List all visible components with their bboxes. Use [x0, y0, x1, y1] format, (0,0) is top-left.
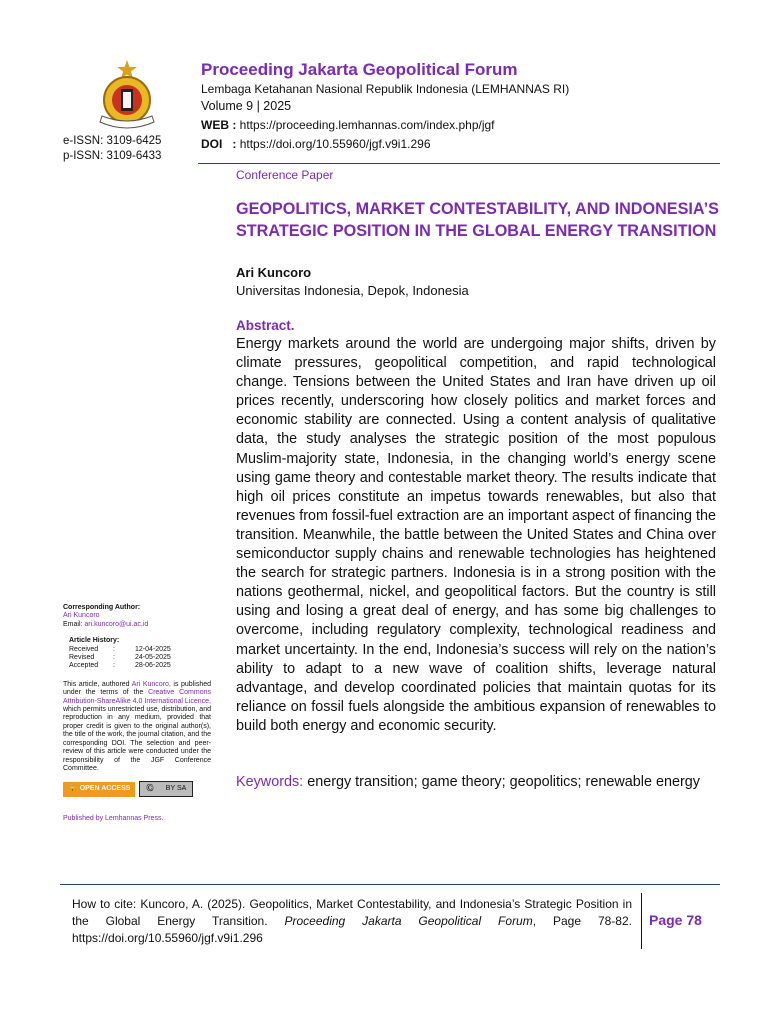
web-label: WEB : [201, 118, 237, 132]
license-link[interactable]: Creative Commons Attribution-ShareAlike 4.0 International Licence, [63, 689, 211, 705]
citation-journal: Proceeding Jakarta Geopolitical Forum [284, 914, 533, 928]
publisher-note: Published by Lemhannas Press. [63, 815, 164, 823]
license-badges [63, 781, 211, 797]
lemhannas-emblem-icon [92, 58, 162, 134]
citation-suffix: , Page 78-82. https://doi.org/10.55960/jgf.v9i1.296 [72, 914, 632, 945]
institution-name: Lembaga Ketahanan Nasional Republik Indonesia (LEMHANNAS RI) [201, 82, 570, 96]
table-row [69, 654, 175, 662]
keywords [236, 773, 716, 792]
paper-title: GEOPOLITICS, MARKET CONTESTABILITY, AND INDONESIA’S STRATEGIC POSITION IN THE GLOBAL ENERGY TRANSITION [236, 200, 719, 240]
citation-prefix: How to cite: Kuncoro, A. (2025). Geopolitics, Market Contestability, and Indonesia’s Strategic Position in the Global Energy Transition. [72, 897, 632, 928]
history-sep: : [113, 645, 115, 653]
open-access-badge[interactable] [63, 782, 135, 797]
issn-block [63, 134, 161, 164]
volume-info: Volume 9 | 2025 [201, 99, 292, 113]
web-link[interactable]: https://proceeding.lemhannas.com/index.php/jgf [239, 118, 495, 132]
footer-separator [641, 893, 642, 949]
history-label: Accepted [69, 662, 99, 670]
history-sep: : [113, 662, 115, 670]
abstract-heading: Abstract. [236, 318, 295, 333]
doi-label: DOI : [201, 137, 237, 151]
paper-type: Conference Paper [236, 168, 334, 182]
table-row [69, 662, 175, 670]
license-mid: is published under the terms of the [63, 680, 211, 697]
footer-divider [60, 884, 720, 885]
corresponding-author-label: Corresponding Author: [63, 604, 141, 611]
abstract-text: Energy markets around the world are undergoing major shifts, driven by climate pressures, geopolitical competition, and rapid technological change. Tensions between the United States and Iran have driven up oil prices recently, underscoring how closely politics and market forces and economic stability are connected. Using a content analysis of qualitative data, the study analyses the strategic position of the most populous Muslim-majority state, Indonesia, in the changing world’s energy scene using game theory and contestable market theory. The results indicate that high oil prices constitute an impetus towards renewables, but also that revenues from fossil-fuel extraction are an important aspect of financing the transition. Meanwhile, the battle between the United States and China over semiconductor supply chains and renewable technologies has heightened the search for strategic partners. Indonesia is in a strong position with the nations geothermal, nickel, and geopolitical factors. But the country is still using and losing a great deal of energy, and has some big challenges to overcome, including regulatory complexity, technological readiness and market uncertainty. In the end, Indonesia’s success will rely on the nation’s ability to adapt to a new wave of coalition shifts, leverage natural advantage, and develop coordinated policies that maintain quotas for its reliance on fossil fuels alongside the ambitious expansion of renewables to build both energy and economic security. [236, 336, 716, 734]
history-date: 12-04-2025 [135, 645, 171, 653]
header-divider [198, 163, 720, 164]
cc-label: BY SA [165, 785, 187, 793]
history-label: Revised [69, 654, 95, 662]
doi-link[interactable]: https://doi.org/10.55960/jgf.v9i1.296 [239, 137, 431, 151]
corresponding-author-name[interactable]: Ari Kuncoro [63, 612, 100, 620]
lock-icon: 🔓 [68, 785, 77, 793]
open-access-label: OPEN ACCESS [79, 785, 131, 793]
p-issn: p-ISSN: 3109-6433 [63, 150, 162, 162]
email-label: Email: [63, 620, 83, 628]
email-line [63, 621, 211, 629]
cc-by-sa-badge[interactable] [139, 781, 193, 797]
page-number: Page 78 [649, 912, 702, 928]
table-row [69, 646, 175, 654]
web-line [201, 118, 495, 132]
article-history-label: Article History: [69, 637, 120, 645]
article-sidebar [63, 604, 211, 824]
history-sep: : [113, 654, 115, 662]
keywords-label: Keywords: [236, 774, 304, 790]
author-affiliation: Universitas Indonesia, Depok, Indonesia [236, 283, 469, 298]
license-suffix: which permits unrestricted use, distribution, and reproduction in any medium, provided that proper credit is given to the original author(s), the title of the work, the journal citation, and the corresponding DOI. The selection and peer-review of this article were conducted under the responsibility of the JGF Conference Committee. [63, 706, 211, 772]
license-author-link[interactable]: Ari Kuncoro, [131, 680, 171, 688]
history-date: 24-05-2025 [135, 654, 171, 662]
license-prefix: This article, authored [63, 680, 130, 688]
e-issn: e-ISSN: 3109-6425 [63, 135, 162, 147]
cc-icon: Ⓒ [146, 785, 154, 793]
history-label: Received [69, 645, 99, 653]
doi-line [201, 137, 431, 151]
email-link[interactable]: ari.kuncoro@ui.ac.id [84, 620, 149, 628]
journal-title: Proceeding Jakarta Geopolitical Forum [201, 60, 518, 79]
keywords-list: energy transition; game theory; geopolitics; renewable energy [307, 774, 700, 790]
license-statement [63, 681, 211, 773]
citation [72, 896, 632, 947]
article-history-table [69, 646, 175, 671]
author-name: Ari Kuncoro [236, 265, 312, 280]
history-date: 28-06-2025 [135, 662, 171, 670]
